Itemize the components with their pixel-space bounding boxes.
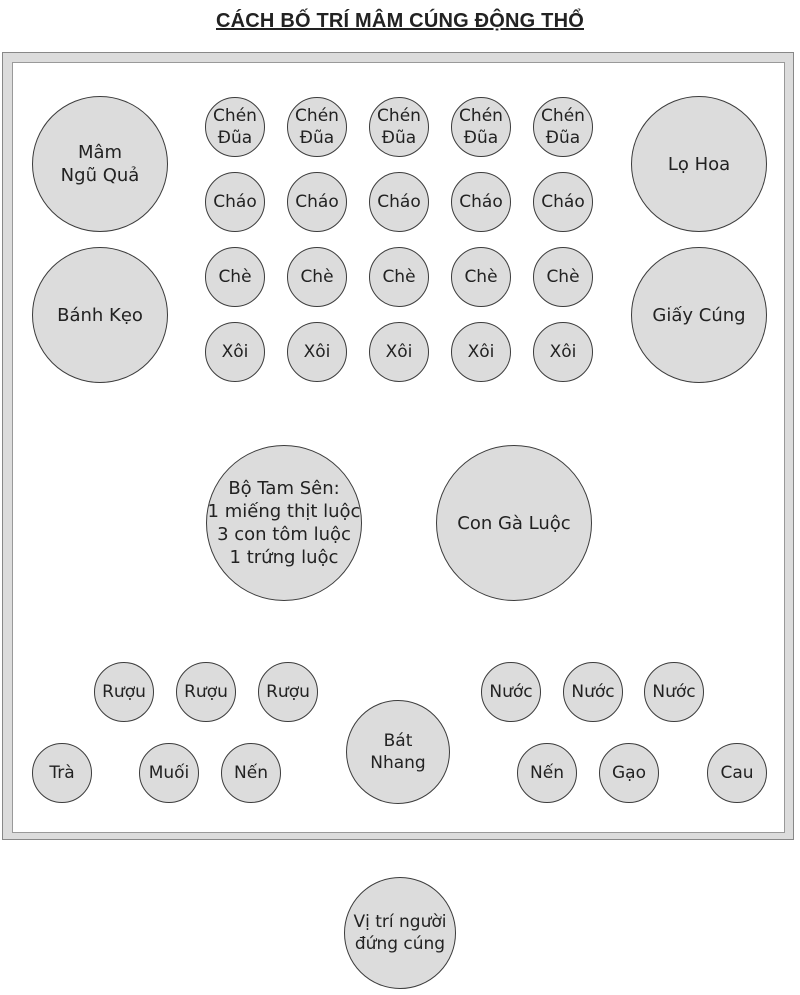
dish-che: Chè [451, 247, 511, 307]
dish-chen-dua: Chén Đũa [205, 97, 265, 157]
dish-nuoc: Nước [481, 662, 541, 722]
dish-bat-nhang: Bát Nhang [346, 700, 450, 804]
diagram-title: CÁCH BỐ TRÍ MÂM CÚNG ĐỘNG THỔ [216, 10, 584, 32]
dish-chen-dua: Chén Đũa [287, 97, 347, 157]
dish-xoi: Xôi [369, 322, 429, 382]
dish-mam-ngu-qua: Mâm Ngũ Quả [32, 96, 168, 232]
dish-chen-dua: Chén Đũa [369, 97, 429, 157]
dish-chao: Cháo [205, 172, 265, 232]
dish-chen-dua: Chén Đũa [451, 97, 511, 157]
dish-ruou: Rượu [176, 662, 236, 722]
dish-cau: Cau [707, 743, 767, 803]
dish-con-ga-luoc: Con Gà Luộc [436, 445, 592, 601]
dish-banh-keo: Bánh Kẹo [32, 247, 168, 383]
dish-nuoc: Nước [563, 662, 623, 722]
dish-bo-tam-sen: Bộ Tam Sên: 1 miếng thịt luộc 3 con tôm luộc 1 trứng luộc [206, 445, 362, 601]
dish-xoi: Xôi [533, 322, 593, 382]
dish-tra: Trà [32, 743, 92, 803]
dish-xoi: Xôi [205, 322, 265, 382]
dish-xoi: Xôi [287, 322, 347, 382]
dish-ruou: Rượu [94, 662, 154, 722]
dish-chao: Cháo [533, 172, 593, 232]
dish-nen: Nến [221, 743, 281, 803]
dish-gao: Gạo [599, 743, 659, 803]
dish-chao: Cháo [287, 172, 347, 232]
dish-che: Chè [533, 247, 593, 307]
worshipper-position: Vị trí người đứng cúng [344, 877, 456, 989]
dish-xoi: Xôi [451, 322, 511, 382]
dish-che: Chè [369, 247, 429, 307]
dish-ruou: Rượu [258, 662, 318, 722]
dish-muoi: Muối [139, 743, 199, 803]
dish-giay-cung: Giấy Cúng [631, 247, 767, 383]
dish-lo-hoa: Lọ Hoa [631, 96, 767, 232]
dish-chao: Cháo [451, 172, 511, 232]
dish-che: Chè [287, 247, 347, 307]
dish-nuoc: Nước [644, 662, 704, 722]
dish-nen: Nến [517, 743, 577, 803]
dish-che: Chè [205, 247, 265, 307]
dish-chen-dua: Chén Đũa [533, 97, 593, 157]
dish-chao: Cháo [369, 172, 429, 232]
